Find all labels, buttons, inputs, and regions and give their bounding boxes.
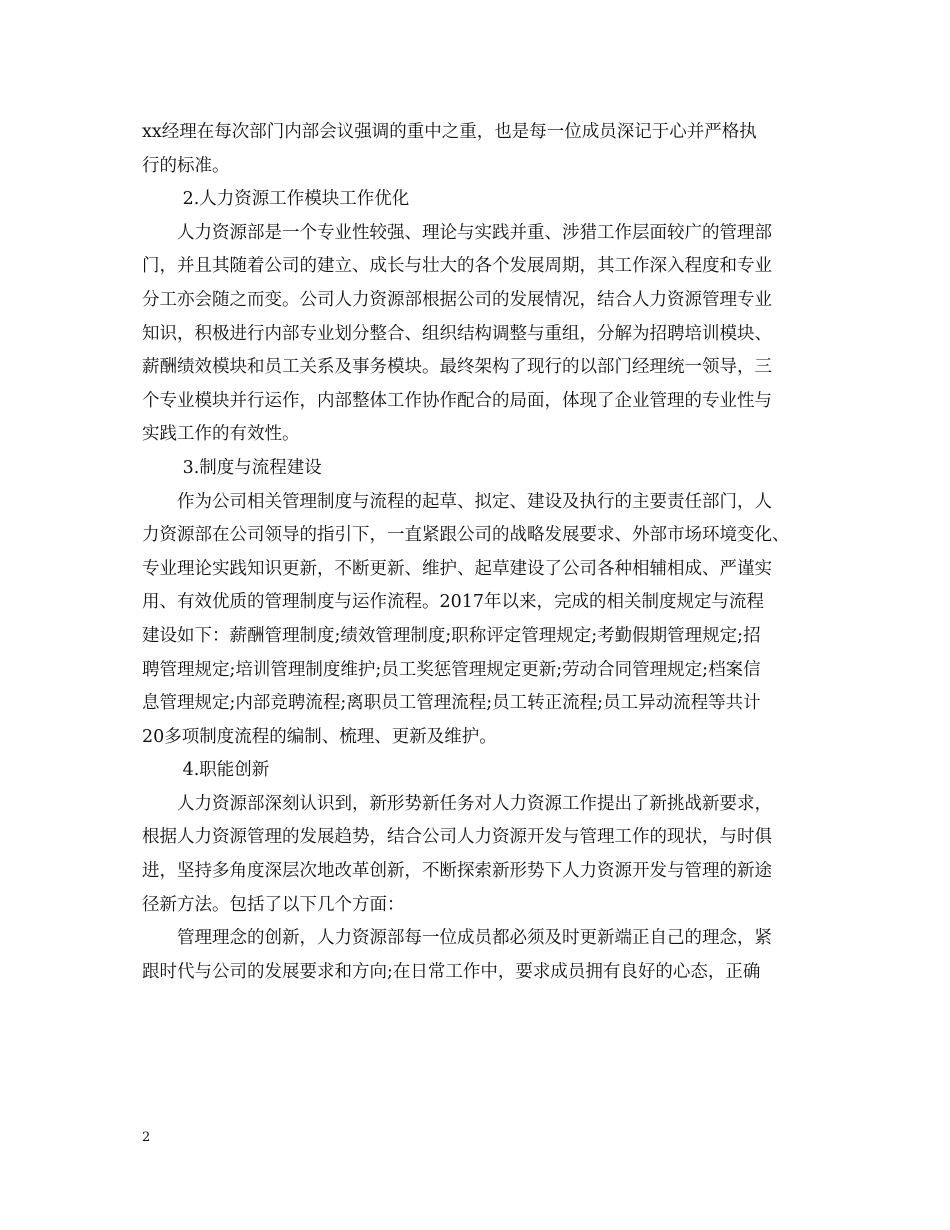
text-line: xx经理在每次部门内部会议强调的重中之重，也是每一位成员深记于心并严格执 bbox=[142, 122, 757, 142]
text-line: 行的标准。 bbox=[142, 155, 230, 176]
page-number: 2 bbox=[142, 1130, 151, 1145]
text-line: 个专业模块并行运作，内部整体工作协作配合的局面，体现了企业管理的专业性与 bbox=[142, 390, 772, 411]
text-line: 薪酬绩效模块和员工关系及事务模块。最终架构了现行的以部门经理统一领导，三 bbox=[142, 357, 772, 378]
section-heading: 4.职能创新 bbox=[142, 760, 270, 781]
text-line: 建设如下：薪酬管理制度;绩效管理制度;职称评定管理规定;考勤假期管理规定;招 bbox=[142, 625, 761, 646]
text-line: 分工亦会随之而变。公司人力资源部根据公司的发展情况，结合人力资源管理专业 bbox=[142, 289, 772, 310]
section-heading: 2.人力资源工作模块工作优化 bbox=[142, 189, 410, 210]
text-line: 径新方法。包括了以下几个方面： bbox=[142, 894, 405, 915]
text-line: 实践工作的有效性。 bbox=[142, 424, 300, 445]
body-text bbox=[142, 116, 808, 989]
text-line: 聘管理规定;培训管理制度维护;员工奖惩管理规定更新;劳动合同管理规定;档案信 bbox=[142, 659, 761, 680]
text-line: 作为公司相关管理制度与流程的起草、拟定、建设及执行的主要责任部门，人 bbox=[142, 491, 772, 512]
section-heading: 3.制度与流程建设 bbox=[142, 457, 322, 478]
text-line: 门，并且其随着公司的建立、成长与壮大的各个发展周期，其工作深入程度和专业 bbox=[142, 256, 772, 277]
text-line: 人力资源部是一个专业性较强、理论与实践并重、涉猎工作层面较广的管理部 bbox=[142, 222, 772, 243]
text-line: 人力资源部深刻认识到，新形势新任务对人力资源工作提出了新挑战新要求， bbox=[142, 793, 772, 814]
text-line: 知识，积极进行内部专业划分整合、组织结构调整与重组，分解为招聘培训模块、 bbox=[142, 323, 772, 344]
text-line: 跟时代与公司的发展要求和方向;在日常工作中，要求成员拥有良好的心态，正确 bbox=[142, 961, 761, 982]
text-line: 管理理念的创新，人力资源部每一位成员都必须及时更新端正自己的理念，紧 bbox=[142, 928, 772, 949]
text-line: 专业理论实践知识更新，不断更新、维护、起草建设了公司各种相辅相成、严谨实 bbox=[142, 558, 772, 579]
text-line: 息管理规定;内部竞聘流程;离职员工管理流程;员工转正流程;员工异动流程等共计 bbox=[142, 693, 761, 714]
text-line: 用、有效优质的管理制度与运作流程。2017年以来，完成的相关制度规定与流程 bbox=[142, 592, 765, 613]
text-line: 根据人力资源管理的发展趋势，结合公司人力资源开发与管理工作的现状，与时俱 bbox=[142, 827, 772, 848]
text-line: 20多项制度流程的编制、梳理、更新及维护。 bbox=[142, 726, 497, 747]
text-line: 进，坚持多角度深层次地改革创新，不断探索新形势下人力资源开发与管理的新途 bbox=[142, 861, 772, 882]
text-line: 力资源部在公司领导的指引下，一直紧跟公司的战略发展要求、外部市场环境变化、 bbox=[142, 525, 790, 546]
